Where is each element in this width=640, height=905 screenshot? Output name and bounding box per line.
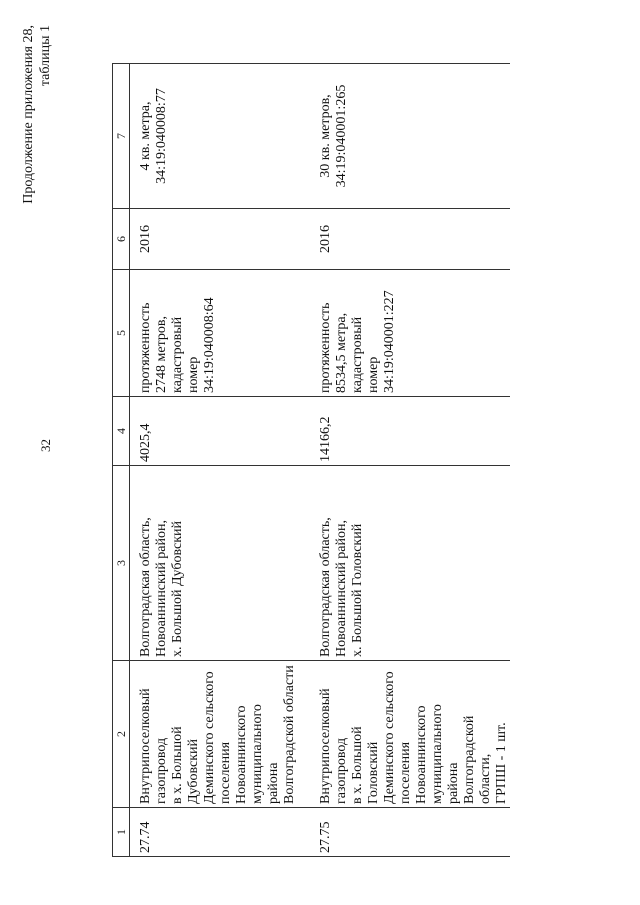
table-caption (20, 25, 54, 265)
characteristics-line: кадастровый (350, 316, 365, 393)
header-col-2: 2 (113, 661, 130, 808)
characteristics-line: протяженность (138, 302, 153, 393)
object-name-line: Деминского сельского (202, 671, 217, 804)
page-number: 32 (38, 439, 53, 452)
object-name-line: муниципального района (430, 704, 461, 804)
characteristics-line: 34:19:040001:227 (382, 290, 397, 393)
table-row (138, 64, 298, 857)
object-name-line: Новоаннинского (234, 705, 249, 804)
object-name-line: в х. Большой Головский (350, 726, 381, 804)
address-line: х. Большой Головский (350, 523, 365, 657)
object-name (318, 661, 510, 808)
characteristics-line: номер (366, 356, 381, 393)
land-line: 4 кв. метра, (138, 101, 153, 171)
land-line: 34:19:040001:265 (334, 84, 349, 188)
object-address (318, 466, 510, 661)
object-name-line: в х. Большой Дубовский (170, 726, 201, 804)
header-col-3: 3 (113, 466, 130, 661)
object-year: 2016 (318, 209, 510, 270)
object-characteristics (318, 270, 510, 397)
object-name-line: ГРПШ - 1 шт. (494, 722, 509, 804)
object-name-line: муниципального района (250, 704, 281, 804)
object-name-line: поселения (218, 741, 233, 804)
header-col-5: 5 (113, 270, 130, 397)
header-col-4: 4 (113, 397, 130, 466)
address-line: Волгоградская область, (318, 517, 333, 657)
land-plot (318, 64, 510, 209)
object-name-line: Внутрипоселковый (318, 688, 333, 804)
caption-line-2: таблицы 1 (38, 25, 53, 87)
object-name-line: газопровод (154, 737, 169, 804)
object-name-line: поселения (398, 741, 413, 804)
caption-line-1: Продолжение приложения 28, (21, 25, 36, 204)
characteristics-line: протяженность (318, 302, 333, 393)
object-characteristics (138, 270, 298, 397)
land-line: 30 кв. метров, (318, 94, 333, 178)
appendix-table (112, 63, 510, 857)
object-name-line: газопровод (334, 737, 349, 804)
row-gap (298, 64, 318, 857)
row-number: 27.74 (138, 808, 298, 857)
header-col-1: 1 (113, 808, 130, 857)
object-cost: 14166,2 (318, 397, 510, 466)
object-cost: 4025,4 (138, 397, 298, 466)
address-line: Волгоградская область, (138, 517, 153, 657)
object-address (138, 466, 298, 661)
land-plot (138, 64, 298, 209)
header-row (113, 64, 130, 857)
header-col-7: 7 (113, 64, 130, 209)
land-line: 34:19:040008:77 (154, 88, 169, 184)
object-name (138, 661, 298, 808)
characteristics-line: 34:19:040008:64 (202, 297, 217, 393)
object-name-line: Новоаннинского (414, 705, 429, 804)
object-name-line: Волгоградской области (282, 665, 297, 804)
characteristics-line: кадастровый (170, 316, 185, 393)
row-number: 27.75 (318, 808, 510, 857)
spacer-row (130, 64, 139, 857)
address-line: х. Большой Дубовский (170, 520, 185, 657)
characteristics-line: 8534,5 метра, (334, 312, 349, 393)
object-year: 2016 (138, 209, 298, 270)
characteristics-line: номер (186, 356, 201, 393)
header-col-6: 6 (113, 209, 130, 270)
address-line: Новоаннинский район, (334, 519, 349, 657)
table-row (318, 64, 510, 857)
object-name-line: Деминского сельского (382, 671, 397, 804)
characteristics-line: 2748 метров, (154, 316, 169, 393)
object-name-line: Волгоградской области, (462, 715, 493, 804)
object-name-line: Внутрипоселковый (138, 688, 153, 804)
address-line: Новоаннинский район, (154, 519, 169, 657)
